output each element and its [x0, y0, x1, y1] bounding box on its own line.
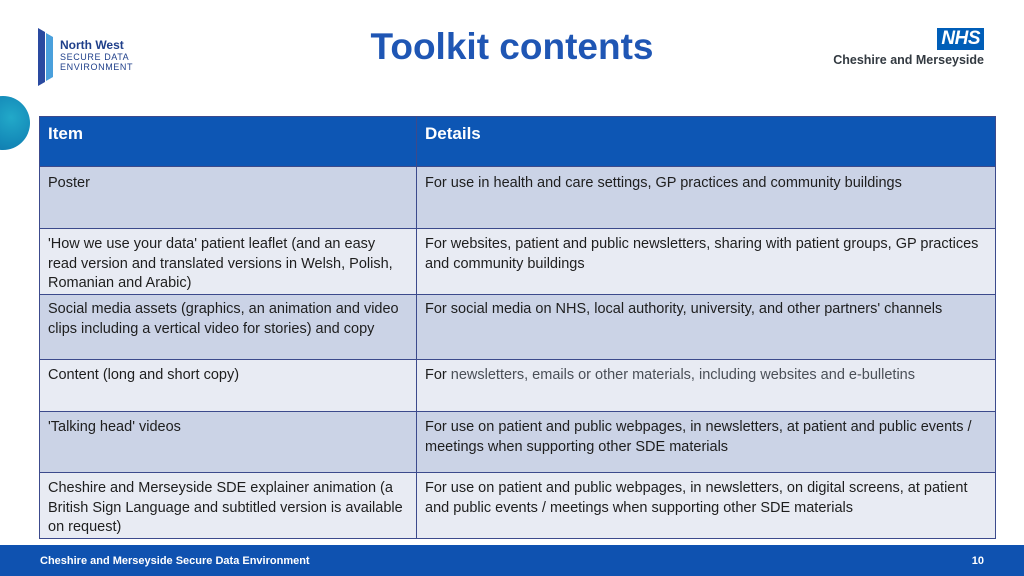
- item-cell: Content (long and short copy): [40, 360, 417, 412]
- header-item: Item: [40, 117, 417, 167]
- details-cell: For use on patient and public webpages, in newsletters, at patient and public events / meetings when supporting other SDE materials: [417, 412, 996, 473]
- item-cell: 'How we use your data' patient leaflet (and an easy read version and translated versions in Welsh, Polish, Romanian and Arabic): [40, 229, 417, 295]
- details-text: newsletters, emails or other materials, including websites and e-bulletins: [450, 367, 916, 383]
- details-cell: For use on patient and public webpages, in newsletters, on digital screens, at patient and public events / meetings when supporting other SDE materials: [417, 473, 996, 539]
- logo-line-1: North West: [60, 38, 124, 52]
- details-cell: For use in health and care settings, GP practices and community buildings: [417, 167, 996, 229]
- item-cell: Poster: [40, 167, 417, 229]
- footer-bar: [0, 545, 1024, 576]
- page-title: Toolkit contents: [370, 26, 654, 67]
- toolkit-table: [39, 116, 996, 539]
- nhs-org-name: Cheshire and Merseyside: [833, 53, 984, 67]
- details-cell: [417, 360, 996, 412]
- nhs-badge: NHS: [937, 28, 984, 50]
- details-cell: For websites, patient and public newsletters, sharing with patient groups, GP practices and community buildings: [417, 229, 996, 295]
- footer-text: Cheshire and Merseyside Secure Data Environment: [40, 555, 310, 567]
- table-row: [40, 167, 996, 229]
- table-row: [40, 295, 996, 360]
- item-cell: 'Talking head' videos: [40, 412, 417, 473]
- details-prefix: For: [425, 367, 447, 383]
- table-row: [40, 412, 996, 473]
- table-row: [40, 473, 996, 539]
- item-cell: Social media assets (graphics, an animation and video clips including a vertical video for stories) and copy: [40, 295, 417, 360]
- page-number: 10: [971, 555, 984, 567]
- table-row: [40, 360, 996, 412]
- nhs-logo: [833, 28, 984, 67]
- header-details: Details: [417, 117, 996, 167]
- table-row: [40, 229, 996, 295]
- logo-line-2: SECURE DATA: [60, 52, 130, 62]
- item-cell: Cheshire and Merseyside SDE explainer animation (a British Sign Language and subtitled version is available on request): [40, 473, 417, 539]
- table-header-row: [40, 117, 996, 167]
- details-cell: For social media on NHS, local authority, university, and other partners' channels: [417, 295, 996, 360]
- logo-line-3: ENVIRONMENT: [60, 62, 134, 72]
- decorative-circle: [0, 96, 30, 150]
